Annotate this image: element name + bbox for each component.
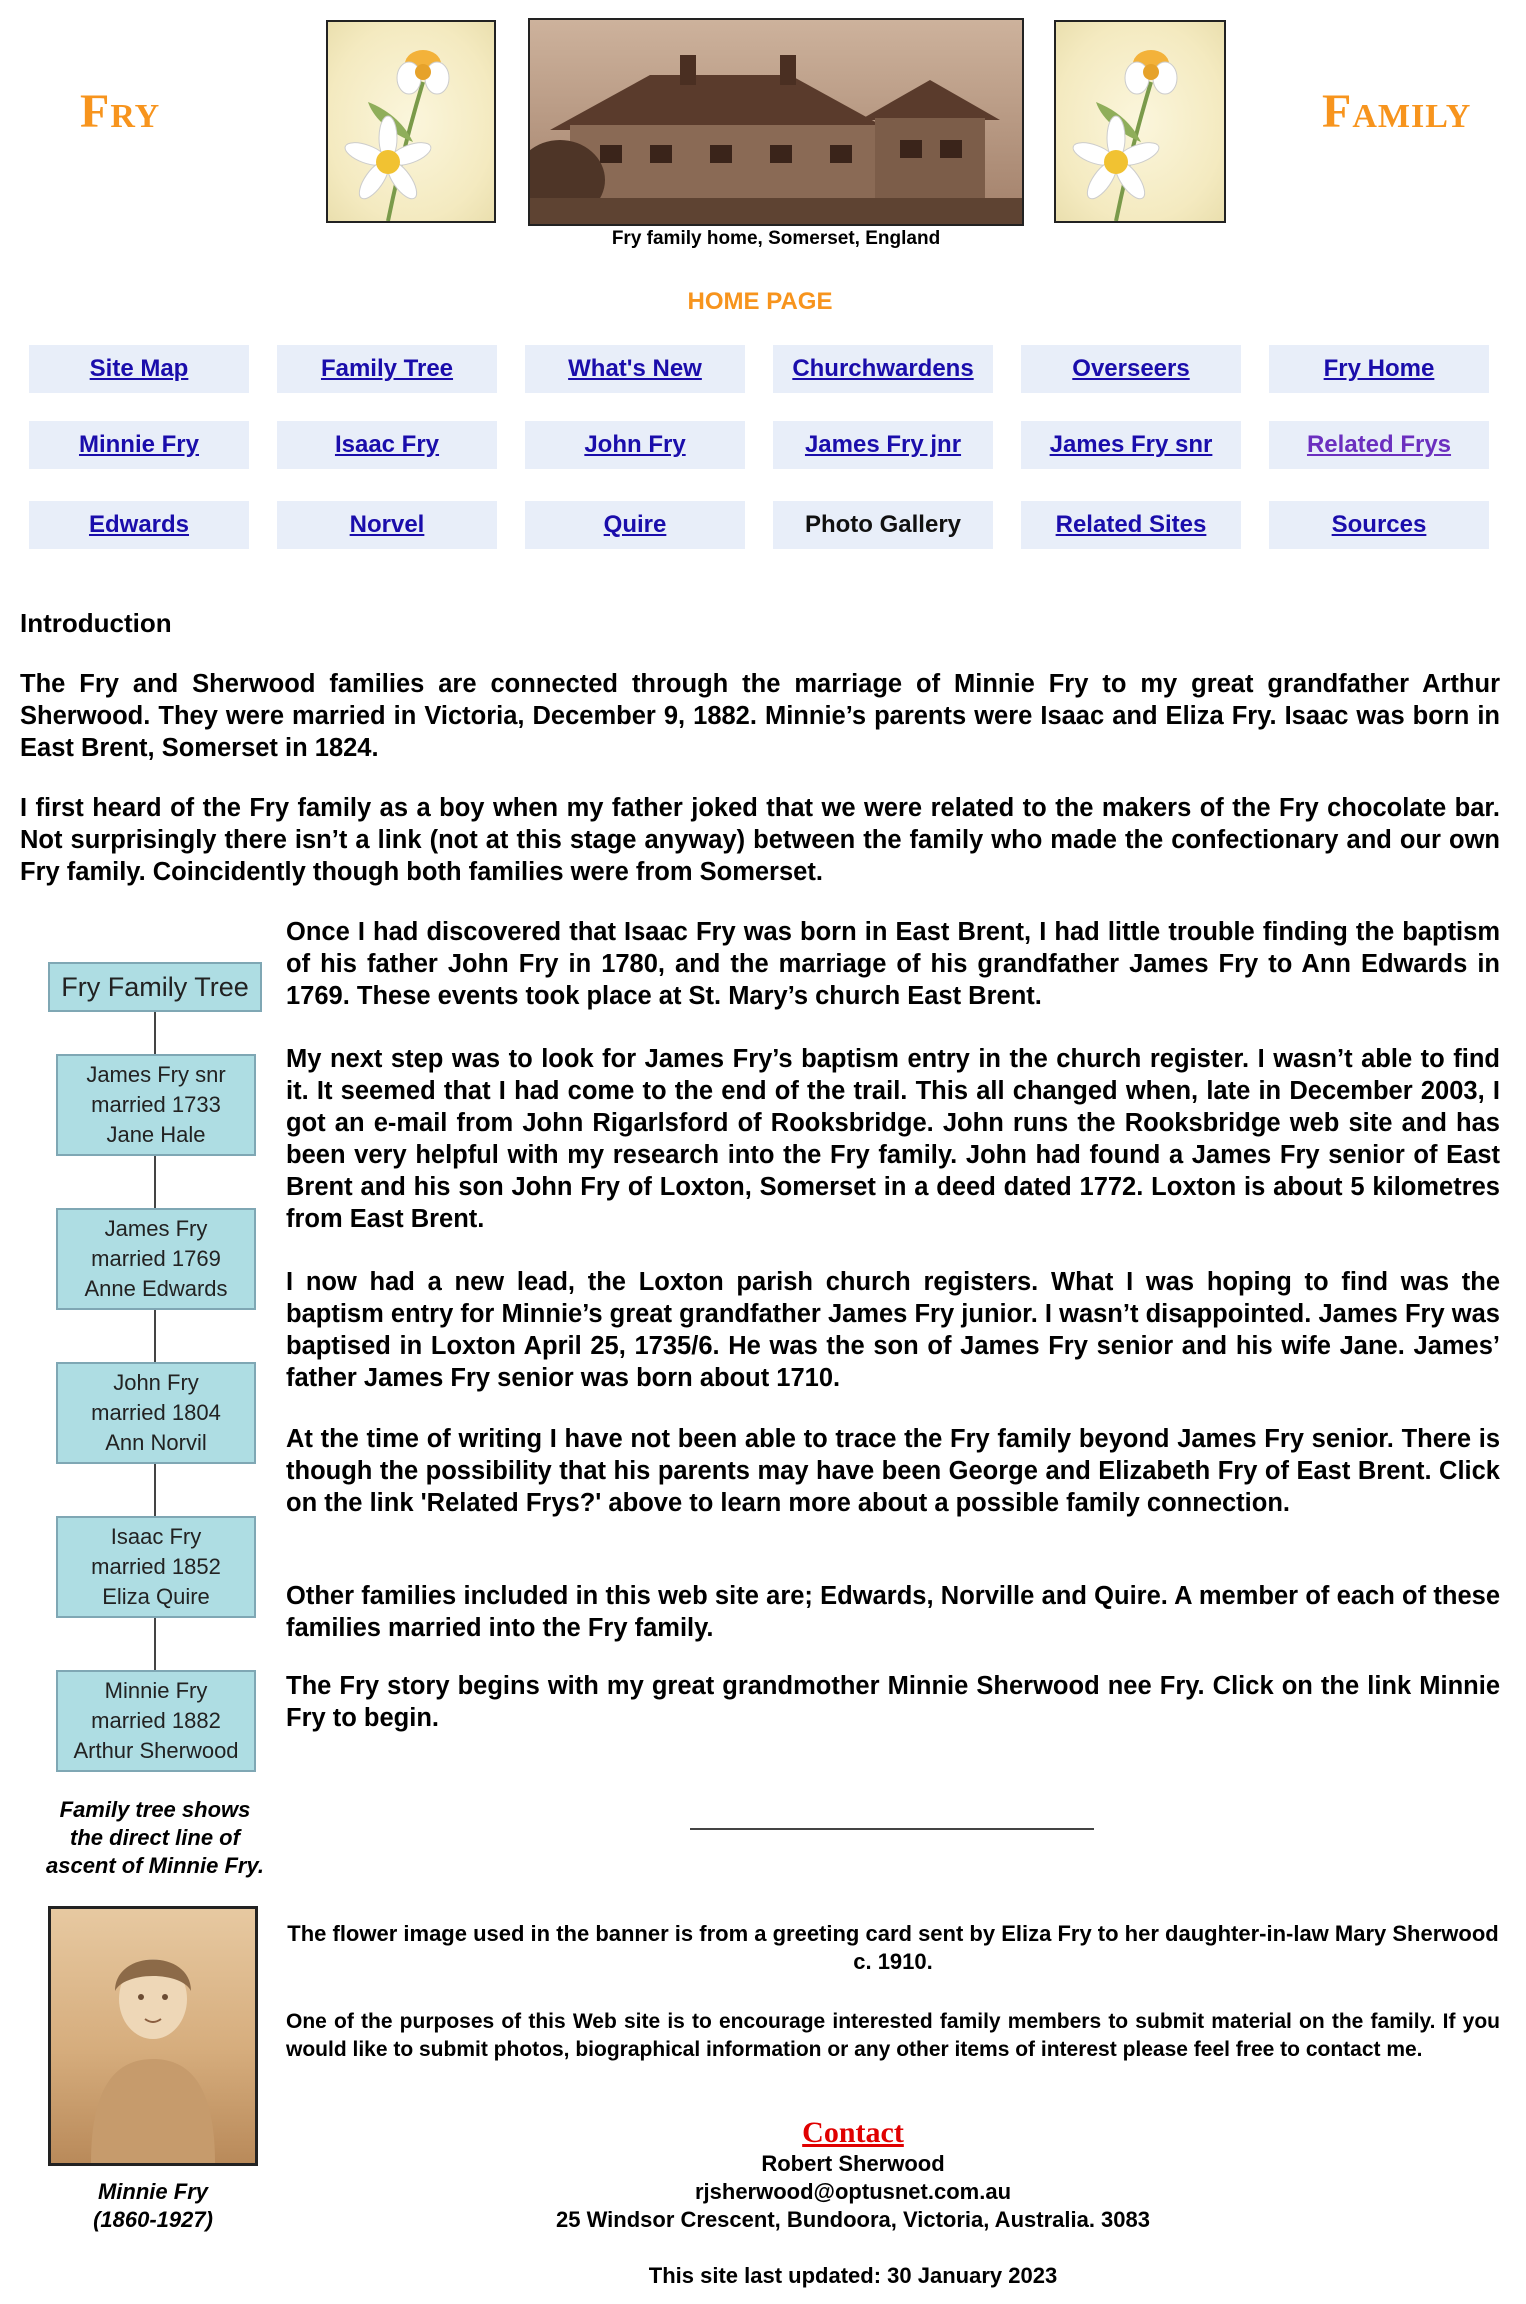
nav-link[interactable]: Quire bbox=[603, 511, 667, 538]
nav-link[interactable]: Isaac Fry bbox=[334, 431, 440, 458]
body-paragraph: The Fry story begins with my great grandmother Minnie Sherwood nee Fry. Click on the link Minnie Fry to begin. bbox=[286, 1672, 1500, 1732]
contact-block bbox=[286, 2116, 1420, 2234]
nav-link[interactable]: Sources bbox=[1331, 511, 1427, 538]
nav-related-frys[interactable] bbox=[1269, 421, 1489, 469]
site-title-right: Family bbox=[1322, 85, 1472, 138]
nav-current-page: Photo Gallery bbox=[804, 511, 962, 538]
tree-spouse: Jane Hale bbox=[106, 1122, 206, 1147]
tree-person: Minnie Fry bbox=[104, 1678, 208, 1703]
tree-married: married 1882 bbox=[91, 1708, 221, 1733]
family-tree-graphic bbox=[20, 920, 290, 1780]
nav-photo-gallery bbox=[773, 501, 993, 549]
nav-overseers[interactable] bbox=[1021, 345, 1241, 393]
tree-box bbox=[56, 1054, 256, 1156]
body-paragraph: I now had a new lead, the Loxton parish church registers. What I was hoping to find was the baptism entry for Minnie’s great grandfather James Fry junior. I wasn’t disappointed. James Fry was baptised in Loxton April 25, 1735/6. He was the son of James Fry senior and his wife Jane. James’ father James Fry senior was born about 1710. bbox=[286, 1268, 1500, 1392]
tree-title-text: Fry Family Tree bbox=[61, 972, 249, 1002]
house-photo bbox=[528, 18, 1024, 226]
flower-image bbox=[326, 20, 496, 223]
tree-box bbox=[56, 1362, 256, 1464]
nav-minnie-fry[interactable] bbox=[29, 421, 249, 469]
flower-image bbox=[1054, 20, 1226, 223]
last-updated: This site last updated: 30 January 2023 bbox=[648, 2263, 1058, 2288]
nav-link[interactable]: James Fry jnr bbox=[804, 431, 962, 458]
tree-person: John Fry bbox=[113, 1370, 199, 1395]
tree-title bbox=[48, 962, 262, 1012]
tree-caption-line: Family tree shows bbox=[59, 1797, 251, 1822]
nav-sources[interactable] bbox=[1269, 501, 1489, 549]
body-paragraph: My next step was to look for James Fry’s baptism entry in the church register. I wasn’t able to find it. It seemed that I had come to the end of the trail. This all changed when, late in December 2003, I got an e-mail from John Rigarlsford of Rooksbridge. John runs the Rooksbridge web site and has been very helpful with my research into the Fry family. John had found a James Fry senior of East Brent and his son John Fry of Loxton, Somerset in a deed dated 1772. Loxton is about 5 kilometres from East Brent. bbox=[286, 1045, 1500, 1233]
contact-email[interactable]: rjsherwood@optusnet.com.au bbox=[694, 2179, 1012, 2204]
tree-married: married 1769 bbox=[91, 1246, 221, 1271]
nav-link[interactable]: Minnie Fry bbox=[78, 431, 199, 458]
tree-box bbox=[56, 1208, 256, 1310]
nav-james-fry-jnr[interactable] bbox=[773, 421, 993, 469]
nav-link[interactable]: Norvel bbox=[349, 511, 425, 538]
portrait-photo-art bbox=[51, 1909, 255, 2163]
tree-spouse: Anne Edwards bbox=[84, 1276, 228, 1301]
flower-image-art bbox=[1056, 22, 1224, 221]
tree-caption-line: ascent of Minnie Fry. bbox=[45, 1853, 264, 1878]
tree-caption-line: the direct line of bbox=[70, 1825, 240, 1850]
tree-box bbox=[56, 1670, 256, 1772]
nav-link[interactable]: Overseers bbox=[1072, 355, 1190, 382]
tree-connector bbox=[154, 1156, 156, 1208]
nav-link[interactable]: Family Tree bbox=[320, 355, 454, 382]
home-page-label: HOME PAGE bbox=[687, 288, 833, 315]
house-photo-art bbox=[530, 20, 1022, 224]
nav-isaac-fry[interactable] bbox=[277, 421, 497, 469]
nav-link[interactable]: Related Frys bbox=[1306, 431, 1452, 458]
nav-edwards[interactable] bbox=[29, 501, 249, 549]
nav-link[interactable]: Churchwardens bbox=[792, 355, 974, 382]
tree-box bbox=[56, 1516, 256, 1618]
image-caption: Fry family home, Somerset, England bbox=[611, 228, 941, 249]
contact-name: Robert Sherwood bbox=[761, 2151, 945, 2176]
tree-spouse: Ann Norvil bbox=[105, 1430, 207, 1455]
intro-paragraph: I first heard of the Fry family as a boy when my father joked that we were related to the makers of the Fry chocolate bar. Not surprisingly there isn’t a link (not at this stage anyway) between the family who made the confectionary and our own Fry family. Coincidently though both families were from Somerset. bbox=[20, 794, 1500, 886]
body-paragraph: Once I had discovered that Isaac Fry was born in East Brent, I had little trouble finding the baptism of his father John Fry in 1780, and the marriage of his grandfather James Fry to Ann Edwards in 1769. These events took place at St. Mary’s church East Brent. bbox=[286, 918, 1500, 1010]
tree-person: James Fry bbox=[104, 1216, 208, 1241]
nav-related-sites[interactable] bbox=[1021, 501, 1241, 549]
nav-churchwardens[interactable] bbox=[773, 345, 993, 393]
nav-james-fry-snr[interactable] bbox=[1021, 421, 1241, 469]
nav-link[interactable]: What's New bbox=[568, 355, 702, 382]
tree-person: James Fry snr bbox=[86, 1062, 226, 1087]
contact-link[interactable]: Contact bbox=[802, 2116, 904, 2149]
nav-whats-new[interactable] bbox=[525, 345, 745, 393]
portrait-caption-name: Minnie Fry bbox=[97, 2179, 208, 2204]
tree-caption bbox=[20, 1796, 290, 1880]
divider bbox=[690, 1828, 1094, 1830]
nav-norvel[interactable] bbox=[277, 501, 497, 549]
nav-fry-home[interactable] bbox=[1269, 345, 1489, 393]
nav-link[interactable]: Site Map bbox=[89, 355, 189, 382]
nav-quire[interactable] bbox=[525, 501, 745, 549]
flower-note: The flower image used in the banner is from a greeting card sent by Eliza Fry to her daughter-in-law Mary Sherwood c. 1910. bbox=[287, 1921, 1499, 1974]
portrait-photo bbox=[48, 1906, 258, 2166]
flower-image-art bbox=[328, 22, 494, 221]
tree-person: Isaac Fry bbox=[110, 1524, 202, 1549]
body-paragraph: Other families included in this web site are; Edwards, Norville and Quire. A member of each of these families married into the Fry family. bbox=[286, 1582, 1500, 1642]
contact-address: 25 Windsor Crescent, Bundoora, Victoria, Australia. 3083 bbox=[556, 2207, 1150, 2232]
nav-family-tree[interactable] bbox=[277, 345, 497, 393]
nav-john-fry[interactable] bbox=[525, 421, 745, 469]
tree-spouse: Eliza Quire bbox=[102, 1584, 210, 1609]
nav-link[interactable]: Edwards bbox=[88, 511, 190, 538]
site-title-left: Fry bbox=[80, 85, 161, 138]
nav-site-map[interactable] bbox=[29, 345, 249, 393]
nav-link[interactable]: Related Sites bbox=[1055, 511, 1207, 538]
tree-spouse: Arthur Sherwood bbox=[73, 1738, 239, 1763]
body-paragraph: At the time of writing I have not been able to trace the Fry family beyond James Fry senior. There is though the possibility that his parents may have been George and Elizabeth Fry of East Brent. Click on the link 'Related Frys?' above to learn more about a possible family connection. bbox=[286, 1425, 1500, 1517]
tree-married: married 1733 bbox=[91, 1092, 221, 1117]
tree-connector bbox=[154, 1012, 156, 1054]
intro-paragraph: The Fry and Sherwood families are connected through the marriage of Minnie Fry to my great grandfather Arthur Sherwood. They were married in Victoria, December 9, 1882. Minnie’s parents were Isaac and Eliza Fry. Isaac was born in East Brent, Somerset in 1824. bbox=[20, 670, 1500, 762]
tree-connector bbox=[154, 1310, 156, 1362]
nav-link[interactable]: James Fry snr bbox=[1049, 431, 1213, 458]
tree-connector bbox=[154, 1464, 156, 1516]
nav-link[interactable]: John Fry bbox=[584, 431, 686, 458]
portrait-caption bbox=[48, 2178, 258, 2234]
intro-heading: Introduction bbox=[20, 608, 172, 638]
portrait-caption-years: (1860-1927) bbox=[93, 2207, 213, 2232]
nav-link[interactable]: Fry Home bbox=[1323, 355, 1435, 382]
tree-married: married 1852 bbox=[91, 1554, 221, 1579]
purpose-note: One of the purposes of this Web site is to encourage interested family members to submit material on the family. If you would like to submit photos, biographical information or any other items of interest please feel free to contact me. bbox=[286, 2010, 1500, 2061]
tree-married: married 1804 bbox=[91, 1400, 221, 1425]
tree-connector bbox=[154, 1618, 156, 1670]
